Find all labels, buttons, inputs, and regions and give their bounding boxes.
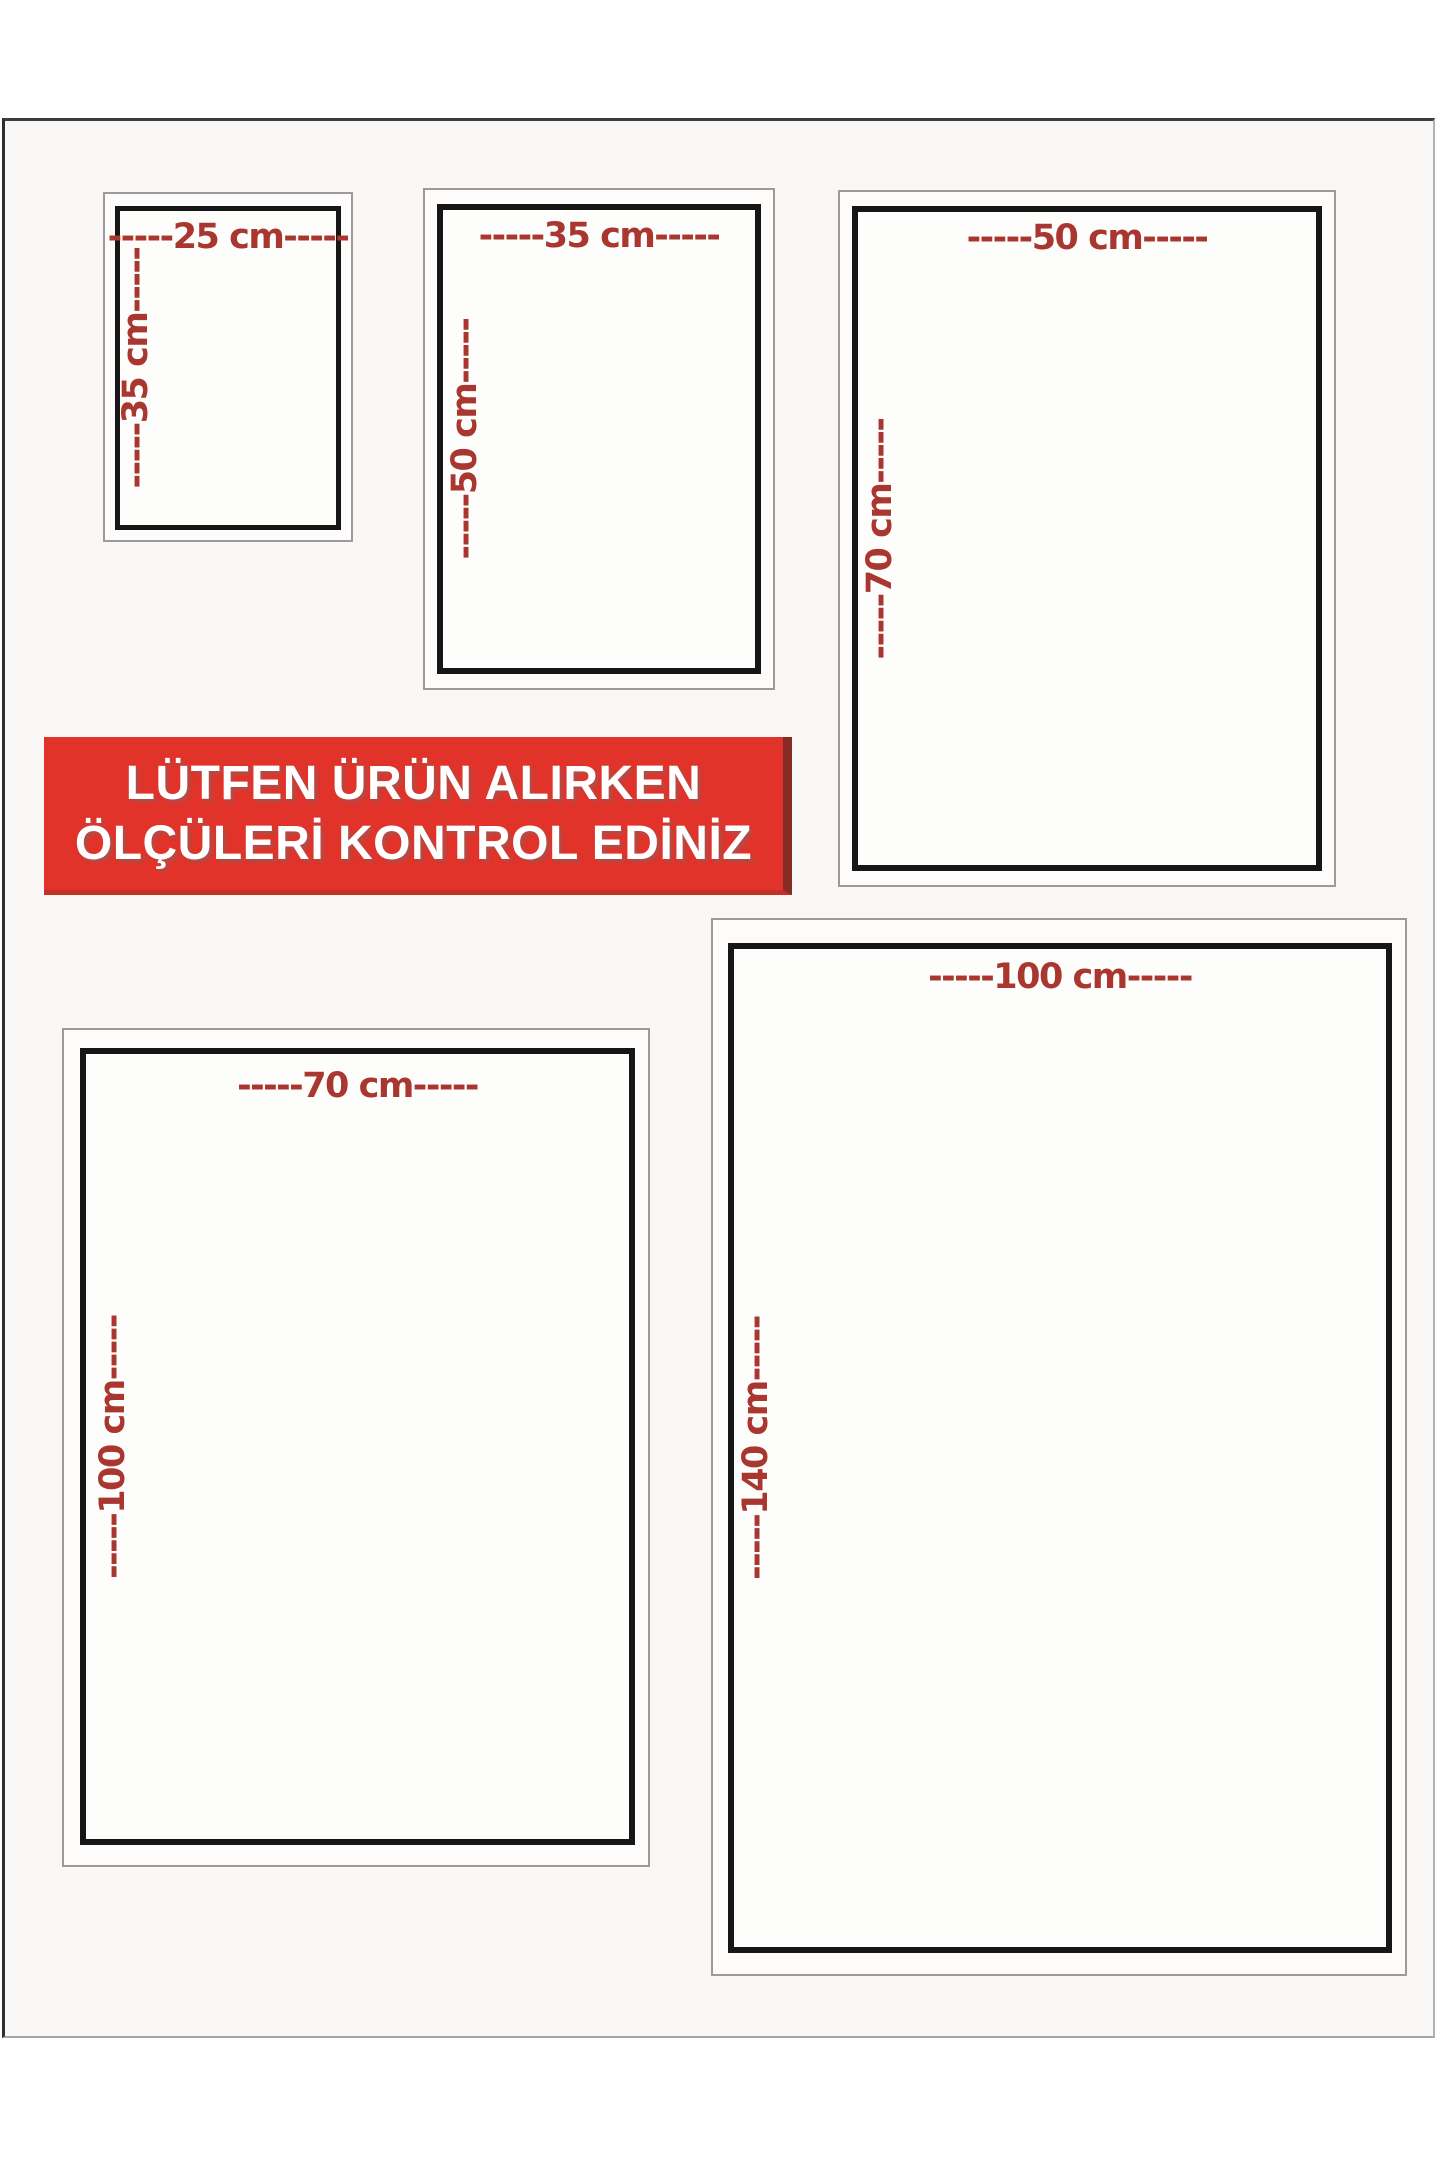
width-dimension-label: -----50 cm----- (966, 218, 1208, 258)
width-dimension-label: -----70 cm----- (237, 1066, 478, 1106)
width-dimension-label: -----25 cm----- (107, 217, 349, 257)
height-dimension-label: -----50 cm----- (445, 318, 485, 560)
size-box-50x70 (838, 190, 1336, 887)
height-dimension-label: -----100 cm----- (93, 1314, 133, 1579)
size-box-70x100 (62, 1028, 650, 1867)
size-box-50x70-inner-border (852, 206, 1322, 871)
height-dimension-label: -----140 cm----- (736, 1316, 776, 1580)
width-dimension-label: -----100 cm----- (928, 957, 1192, 997)
size-box-100x140-inner-border (728, 943, 1392, 1953)
height-dimension-label: -----35 cm----- (116, 247, 156, 489)
size-box-35x50 (423, 188, 775, 690)
size-box-25x35-inner-border (107, 206, 349, 530)
size-box-100x140 (711, 918, 1407, 1976)
warning-banner-line2: ÖLÇÜLERİ KONTROL EDİNİZ (74, 816, 753, 870)
warning-banner (44, 737, 792, 895)
warning-banner-line1: LÜTFEN ÜRÜN ALIRKEN (125, 756, 702, 810)
size-box-25x35 (103, 192, 353, 542)
size-box-70x100-inner-border (80, 1048, 635, 1845)
width-dimension-label: -----35 cm----- (478, 216, 720, 256)
height-dimension-label: -----70 cm----- (860, 418, 900, 659)
size-box-35x50-inner-border (437, 204, 761, 674)
